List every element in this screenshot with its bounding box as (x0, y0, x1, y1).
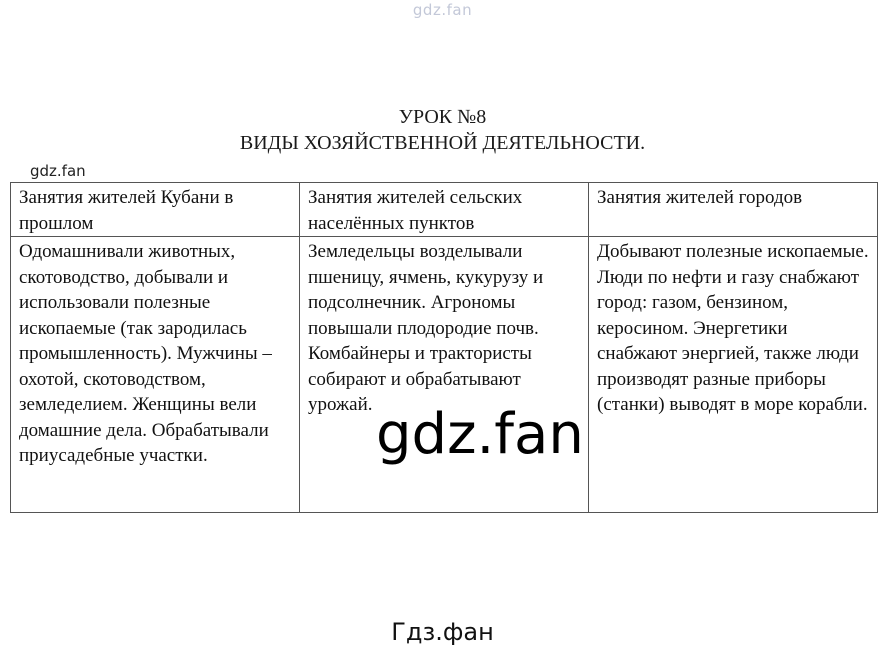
cell-rural: Земледельцы возделывали пшеницу, ячмень, кукурузу и подсолнечник. Агрономы повышали плодородие почв. Комбайнеры и трактористы собирают и обрабатывают урожай. (300, 237, 589, 513)
watermark-top: gdz.fan (412, 1, 473, 19)
watermark-big: gdz.fan (376, 402, 584, 467)
cell-cities: Добывают полезные ископаемые. Люди по нефти и газу снабжают город: газом, бензином, керосином. Энергетики снабжают энергией, также люди производят разные приборы (станки) выводят в море корабли. (589, 237, 878, 513)
header-cities: Занятия жителей городов (589, 183, 878, 237)
lesson-number: УРОК №8 (398, 106, 487, 128)
header-rural: Занятия жителей сельских населённых пунктов (300, 183, 589, 237)
table-header-row (11, 183, 878, 237)
table-row (11, 237, 878, 513)
header-kuban-past: Занятия жителей Кубани в прошлом (11, 183, 300, 237)
watermark-small: gdz.fan (30, 162, 86, 180)
watermark-bottom: Гдз.фан (391, 618, 494, 646)
lesson-title: ВИДЫ ХОЗЯЙСТВЕННОЙ ДЕЯТЕЛЬНОСТИ. (239, 132, 646, 154)
lesson-heading (0, 104, 885, 156)
cell-kuban-past: Одомашнивали животных, скотоводство, добывали и использовали полезные ископаемые (так зародилась промышленность). Мужчины – охотой, скотоводством, земледелием. Женщины вели домашние дела. Обрабатывали приусадебные участки. (11, 237, 300, 513)
